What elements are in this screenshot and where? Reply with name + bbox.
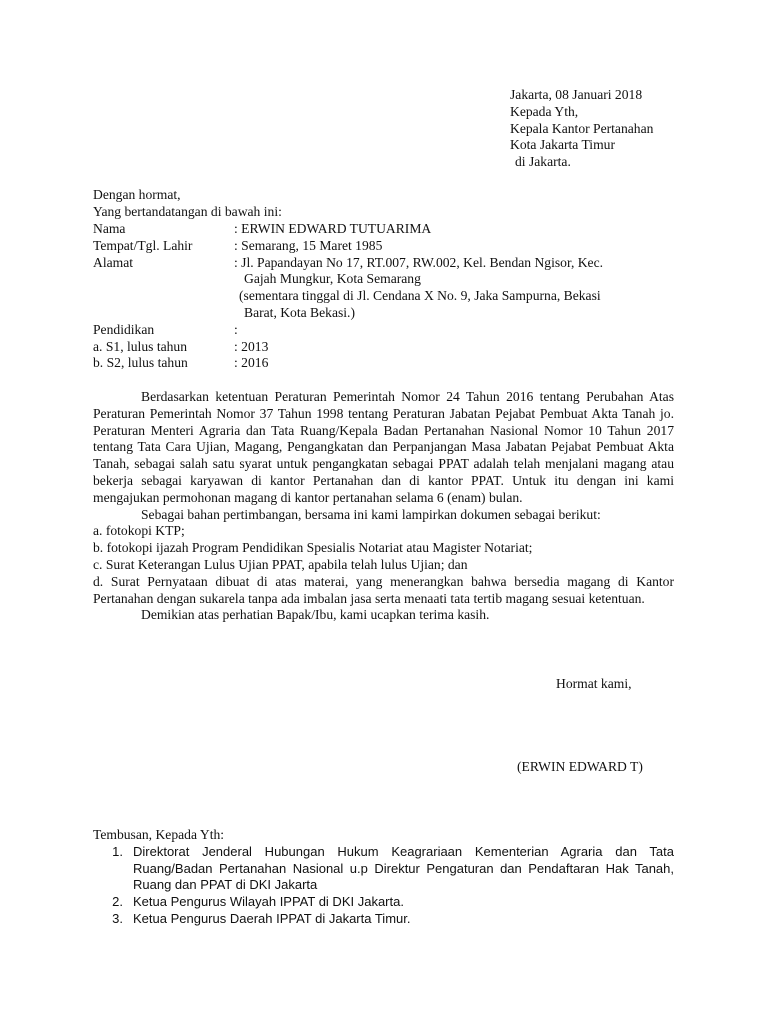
addressee-block <box>510 87 653 171</box>
address-line: Gajah Mungkur, Kota Semarang <box>244 271 421 287</box>
place-date: Jakarta, 08 Januari 2018 <box>510 87 643 102</box>
signature-name: (ERWIN EDWARD T) <box>517 759 643 774</box>
list-item <box>93 844 674 894</box>
field-row-address <box>93 255 683 322</box>
address-line: Barat, Kota Bekasi.) <box>244 304 355 320</box>
attachment-item: a. fotokopi KTP; <box>93 523 185 539</box>
closing-regards: Hormat kami, <box>556 676 632 691</box>
list-item <box>93 911 674 928</box>
list-number: 3. <box>112 910 123 926</box>
list-number: 1. <box>112 843 123 859</box>
addressee-line: Kepala Kantor Pertanahan <box>510 120 654 136</box>
greeting-block <box>93 187 282 221</box>
field-label: Nama <box>93 221 126 236</box>
field-value-address <box>234 255 683 322</box>
list-text: Ketua Pengurus Daerah IPPAT di Jakarta Timur. <box>133 910 411 926</box>
body-paragraph: Demikian atas perhatian Bapak/Ibu, kami ucapkan terima kasih. <box>141 607 490 623</box>
attachment-item: b. fotokopi ijazah Program Pendidikan Spesialis Notariat atau Magister Notariat; <box>93 540 533 556</box>
field-row-name <box>93 221 683 238</box>
body-paragraph: Berdasarkan ketentuan Peraturan Pemerintah Nomor 24 Tahun 2016 tentang Perubahan Atas Peraturan Pemerintah Nomor 37 Tahun 1998 tentang Peraturan Jabatan Pejabat Pembuat Akta Tanah jo. Peraturan Menteri Agraria dan Tata Ruang/Kepala Badan Pertanahan Nasional Nomor 10 Tahun 2017 tentang Tata Cara Ujian, Magang, Pengangkatan dan Perpanjangan Masa Jabatan Pejabat Pembuat Akta Tanah, sebagai salah satu syarat untuk pengangkatan sebagai PPAT adalah telah menjalani magang atau bekerja sebagai karyawan di kantor Pertanahan dan di kantor PPAT. Untuk itu dengan ini kami mengajukan permohonan magang di kantor pertanahan selama 6 (enam) bulan. <box>93 389 674 505</box>
list-text: Ketua Pengurus Wilayah IPPAT di DKI Jakarta. <box>133 894 404 910</box>
list-number: 2. <box>112 894 123 910</box>
addressee-to: Kepada Yth, <box>510 103 579 119</box>
field-value: : ERWIN EDWARD TUTUARIMA <box>234 221 432 236</box>
field-value: : <box>234 321 238 337</box>
field-value: : Semarang, 15 Maret 1985 <box>234 237 383 253</box>
intro-line: Yang bertandatangan di bawah ini: <box>93 203 282 219</box>
list-item <box>93 894 674 911</box>
list-text: Direktorat Jenderal Hubungan Hukum Keagrariaan Kementerian Agraria dan Tata Ruang/Badan Pertanahan Nasional u.p Direktur Pengaturan dan Pendaftaran Hak Tanah, Ruang dan PPAT di DKI Jakarta <box>133 843 674 893</box>
field-label: Alamat <box>93 254 134 270</box>
salutation: Dengan hormat, <box>93 187 181 202</box>
field-row-s1 <box>93 339 683 356</box>
attachment-item: d. Surat Pernyataan dibuat di atas materai, yang menerangkan bahwa bersedia magang di Kantor Pertanahan dengan sukarela tanpa ada imbalan jasa serta menaati tata tertib magang sesuai ketentuan. <box>93 573 674 606</box>
field-label: b. S2, lulus tahun <box>93 355 188 371</box>
addressee-line: di Jakarta. <box>515 154 571 170</box>
letter-body <box>93 389 674 624</box>
field-row-s2 <box>93 355 683 372</box>
field-row-birth <box>93 238 683 255</box>
field-value: : 2013 <box>234 338 269 354</box>
cc-list <box>93 844 674 928</box>
addressee-line: Kota Jakarta Timur <box>510 137 615 153</box>
cc-title: Tembusan, Kepada Yth: <box>93 827 225 842</box>
field-label: Tempat/Tgl. Lahir <box>93 237 193 253</box>
field-row-education <box>93 322 683 339</box>
field-label: a. S1, lulus tahun <box>93 338 188 354</box>
cc-block <box>93 827 674 928</box>
field-label: Pendidikan <box>93 321 155 337</box>
address-line: : Jl. Papandayan No 17, RT.007, RW.002, Kel. Bendan Ngisor, Kec. <box>234 254 604 270</box>
address-line: (sementara tinggal di Jl. Cendana X No. 9, Jaka Sampurna, Bekasi <box>239 288 601 304</box>
attachment-item: c. Surat Keterangan Lulus Ujian PPAT, apabila telah lulus Ujian; dan <box>93 556 468 572</box>
applicant-fields <box>93 221 683 372</box>
field-value: : 2016 <box>234 355 269 371</box>
body-paragraph: Sebagai bahan pertimbangan, bersama ini kami lampirkan dokumen sebagai berikut: <box>141 506 601 522</box>
